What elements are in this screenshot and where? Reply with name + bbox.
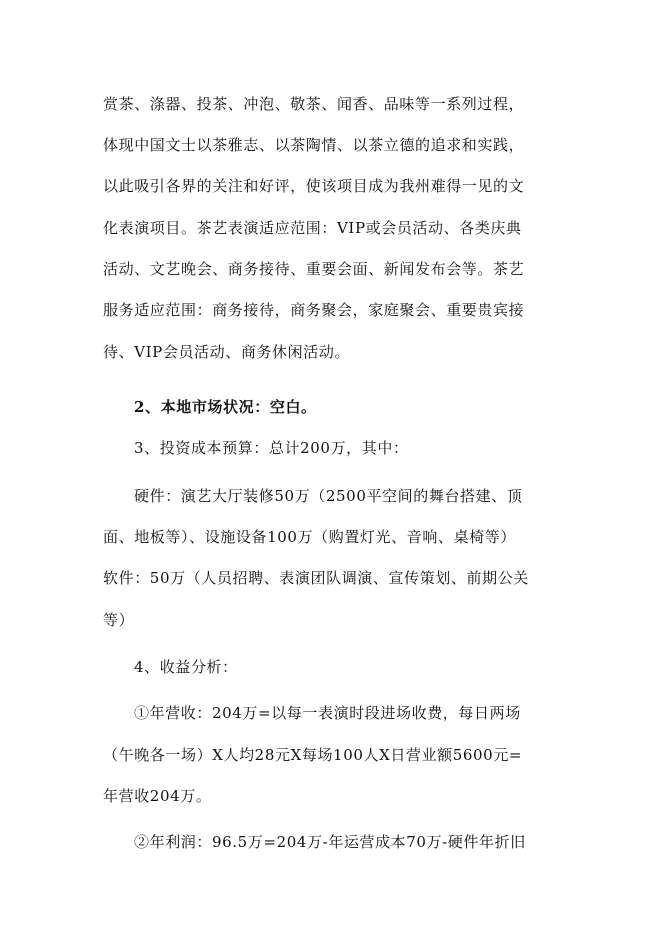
software-line: 软件：50万（人员招聘、表演团队调演、宣传策划、前期公关 — [103, 569, 529, 587]
paragraph-line: 化表演项目。茶艺表演适应范围：VIP或会员活动、各类庆典 — [103, 219, 522, 237]
section-heading-market: 2、本地市场状况：空白。 — [134, 398, 317, 416]
paragraph-line: 体现中国文士以茶雅志、以茶陶情、以茶立德的追求和实践， — [103, 136, 525, 154]
hardware-line: 硬件：演艺大厅装修50万（2500平空间的舞台搭建、顶 — [134, 487, 523, 505]
paragraph-line: 赏茶、涤器、投茶、冲泡、敬茶、闻香、品味等一系列过程， — [103, 95, 525, 113]
paragraph-line: 以此吸引各界的关注和好评，使该项目成为我州难得一见的文 — [103, 177, 525, 195]
revenue-line-end: 年营收204万。 — [103, 787, 212, 805]
paragraph-line: 活动、文艺晚会、商务接待、重要会面、新闻发布会等。茶艺 — [103, 260, 525, 278]
hardware-line-continued: 面、地板等）、设施设备100万（购置灯光、音响、桌椅等） — [103, 528, 516, 546]
revenue-line: ①年营收：204万=以每一表演时段进场收费，每日两场 — [134, 704, 521, 722]
profit-line: ②年利润：96.5万=204万-年运营成本70万-硬件年折旧 — [134, 833, 526, 851]
revenue-line-continued: （午晚各一场）X人均28元X每场100人X日营业额5600元= — [103, 746, 523, 764]
section-heading-profit: 4、收益分析： — [134, 658, 238, 676]
paragraph-line: 服务适应范围：商务接待，商务聚会，家庭聚会、重要贵宾接 — [103, 301, 525, 319]
software-line-continued: 等） — [103, 611, 135, 629]
paragraph-line: 待、VIP会员活动、商务休闲活动。 — [103, 343, 351, 361]
section-heading-investment: 3、投资成本预算：总计200万，其中： — [134, 439, 409, 457]
